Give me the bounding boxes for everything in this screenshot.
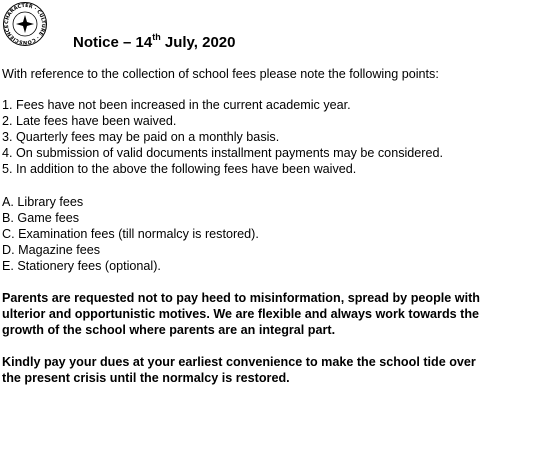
paragraph1-line: Parents are requested not to pay heed to misinformation, spread by people with: [2, 291, 480, 305]
intro-text: With reference to the collection of school fees please note the following points:: [2, 67, 439, 81]
paragraph2-line: the present crisis until the normalcy is restored.: [2, 371, 290, 385]
paragraph2-line: Kindly pay your dues at your earliest convenience to make the school tide over: [2, 355, 476, 369]
waived-fee-item: D. Magazine fees: [2, 243, 101, 257]
point-item: 2. Late fees have been waived.: [2, 114, 177, 128]
waived-fee-item: B. Game fees: [2, 211, 79, 225]
paragraph1-line: ulterior and opportunistic motives. We are flexible and always work towards the: [2, 307, 480, 321]
point-item: 3. Quarterly fees may be paid on a monthly basis.: [2, 130, 280, 144]
paragraph1-line: growth of the school where parents are an integral part.: [2, 323, 336, 337]
logo-ring-text: CHARACTER · CULTURE · CONSCIENCE: [3, 2, 47, 46]
point-item: 5. In addition to the above the following fees have been waived.: [2, 162, 357, 176]
notice-title: Notice – 14th July, 2020: [73, 32, 236, 51]
point-item: 4. On submission of valid documents installment payments may be considered.: [2, 146, 443, 160]
waived-fee-item: C. Examination fees (till normalcy is restored).: [2, 227, 259, 241]
waived-fee-item: E. Stationery fees (optional).: [2, 259, 161, 273]
title-superscript: th: [152, 32, 161, 42]
school-logo: [2, 1, 48, 47]
point-item: 1. Fees have not been increased in the current academic year.: [2, 98, 351, 112]
waived-fee-item: A. Library fees: [2, 195, 84, 209]
